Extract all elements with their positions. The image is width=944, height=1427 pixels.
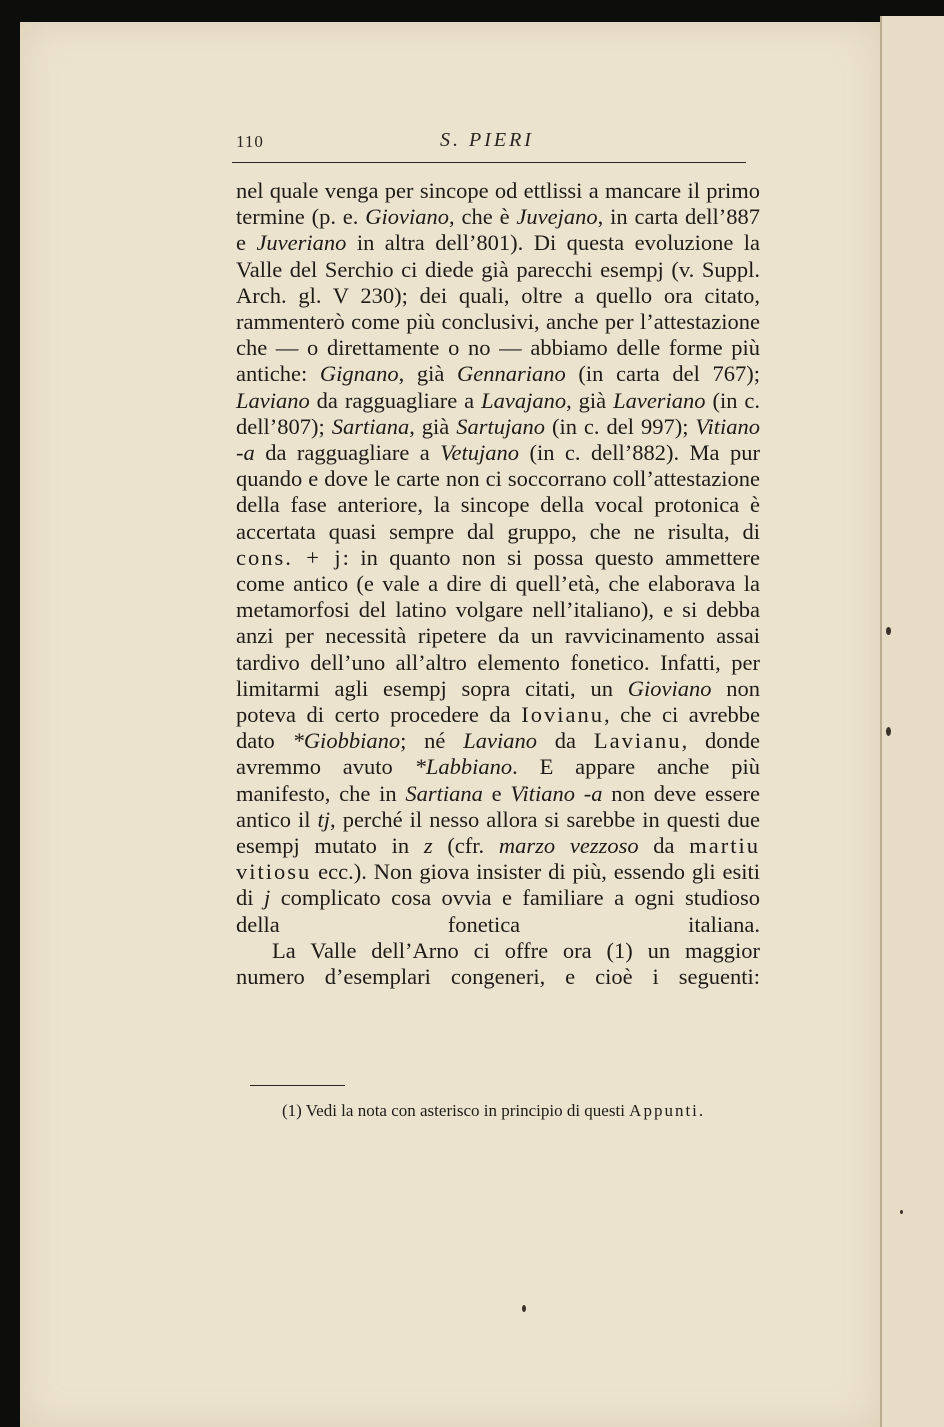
paper-speck: [900, 1210, 903, 1214]
footnote-rule: [250, 1085, 345, 1086]
page-header: [232, 129, 746, 163]
paper-speck: [886, 727, 891, 736]
facing-page-edge: [880, 16, 944, 1427]
paper-speck: [522, 1305, 526, 1312]
paper-speck: [886, 627, 891, 635]
body-text: [236, 178, 760, 990]
paragraph-2: La Valle dell’Arno ci offre ora (1) un maggior numero d’esemplari congeneri, e cioè i seguenti:: [236, 937, 760, 990]
page-number: 110: [236, 132, 264, 151]
running-head: S. PIERI: [440, 129, 534, 151]
footnote: (1) Vedi la nota con asterisco in principio di questi Appunti.: [282, 1101, 704, 1120]
paragraph-1: nel quale venga per sincope od ettlissi a mancare il primo termine (p. e. Gioviano, che è Juvejano, in carta dell’887 e Juveriano in altra dell’801). Di questa evoluzione la Valle del Serchio ci diede già parecchi esempj (v. Suppl. Arch. gl. V 230); dei quali, oltre a quello ora citato, rammenterò come più conclusivi, anche per l’attestazione che — o direttamente o no — abbiamo delle forme più antiche: Gignano, già Gennariano (in carta del 767); Laviano da ragguagliare a Lavajano, già Laveriano (in c. dell’807); Sartiana, già Sartujano (in c. del 997); Vitiano -a da ragguagliare a Vetujano (in c. dell’882). Ma pur quando e dove le carte non ci soccorrano coll’attestazione della fase anteriore, la sincope della vocal protonica è accertata quasi sempre dal gruppo, che ne risulta, di cons. + j: in quanto non si possa questo ammettere come antico (e vale a dire di quell’età, che elaborava la metamorfosi del latino volgare nell’italiano), e si debba anzi per necessità ripetere da un ravvicinamento assai tardivo dell’uno all’altro elemento fonetico. Infatti, per limitarmi agli esempj sopra citati, un Gioviano non poteva di certo procedere da Iovianu, che ci avrebbe dato *Giobbiano; né Laviano da Lavianu, donde avremmo avuto *Labbiano. E appare anche più manifesto, che in Sartiana e Vitiano -a non deve essere antico il tj, perché il nesso allora si sarebbe in questi due esempj mutato in z (cfr. marzo vezzoso da martiu vitiosu ecc.). Non giova insister di più, essendo gli esiti di j complicato cosa ovvia e familiare a ogni studioso della fonetica italiana.: [236, 178, 761, 937]
